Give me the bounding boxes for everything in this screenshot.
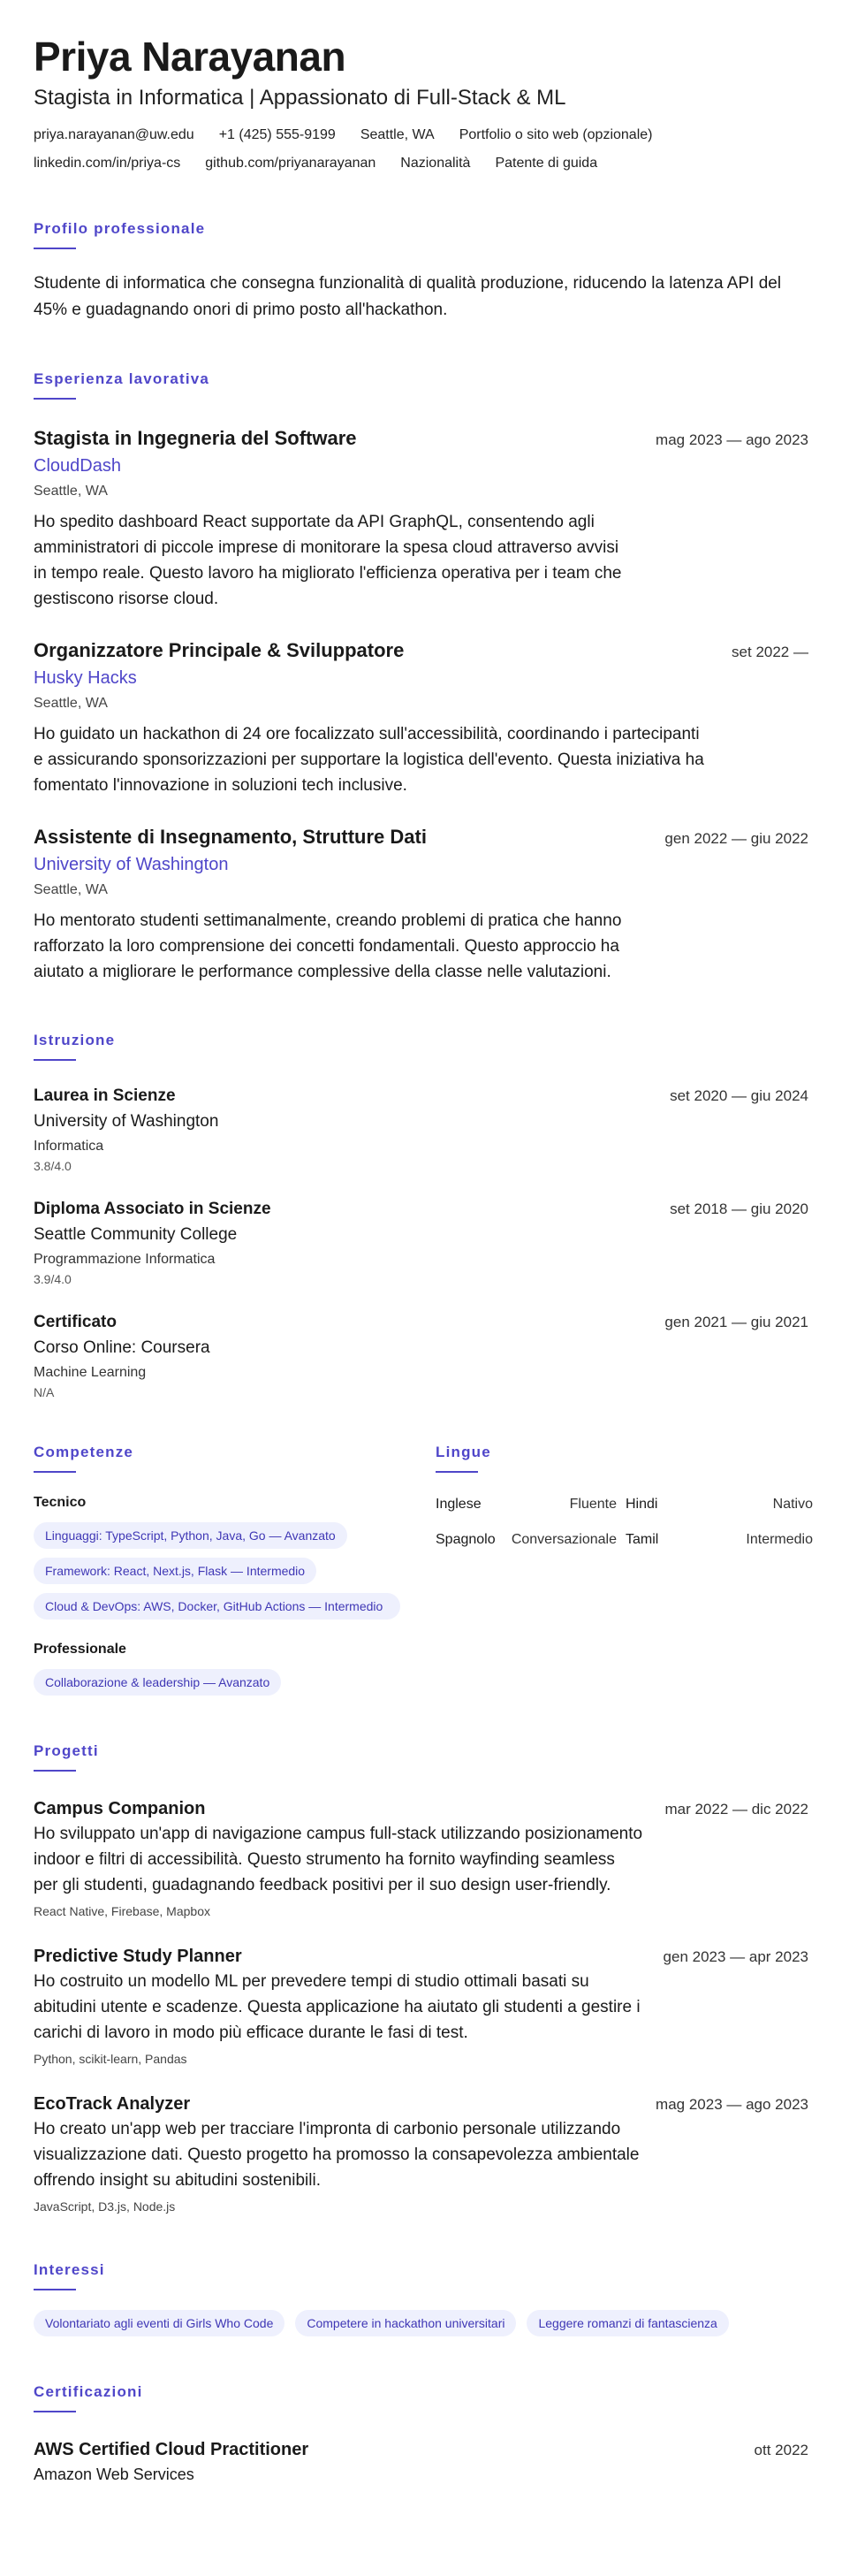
language-level: Nativo (772, 1497, 813, 1512)
experience-item (34, 638, 808, 798)
contact-email[interactable]: priya.narayanan@uw.edu (34, 127, 194, 142)
contact-portfolio[interactable]: Portfolio o sito web (opzionale) (459, 127, 653, 142)
language-level: Conversazionale (511, 1532, 617, 1547)
skill-pill: Framework: React, Next.js, Flask — Intermedio (34, 1558, 316, 1584)
job-date: mag 2023 — ago 2023 (656, 431, 808, 448)
language-item (626, 1531, 813, 1549)
project-tech: React Native, Firebase, Mapbox (34, 1904, 210, 1918)
section-divider (436, 1471, 478, 1473)
edu-date: gen 2021 — giu 2021 (664, 1314, 808, 1330)
experience-section (34, 370, 808, 985)
technical-skills-list (34, 1522, 413, 1620)
job-description: Ho guidato un hackathon di 24 ore focalizzato sull'accessibilità, coordinando i partecipanti e assicurando sponsorizzazioni per supportare la logistica dell'evento. Questa iniziativa ha fomentato l'innovazione in soluzioni tech inclusive. (34, 725, 704, 795)
interests-list (34, 2310, 808, 2336)
job-company: University of Washington (34, 855, 229, 874)
edu-degree: Laurea in Scienze (34, 1086, 176, 1105)
edu-field: Programmazione Informatica (34, 1252, 216, 1267)
job-title: Organizzatore Principale & Sviluppatore (34, 639, 405, 661)
professional-skills-list (34, 1669, 413, 1696)
edu-date: set 2018 — giu 2020 (670, 1200, 808, 1217)
job-description: Ho mentorato studenti settimanalmente, creando problemi di pratica che hanno rafforzato la loro comprensione dei concetti fondamentali. Questo approccio ha aiutato a migliorare le performance complessive della classe nelle valutazioni. (34, 911, 622, 981)
contact-info (34, 126, 785, 173)
section-title: Certificazioni (34, 2383, 143, 2400)
education-item (34, 1312, 808, 1400)
interest-pill: Competere in hackathon universitari (295, 2310, 516, 2336)
job-date: gen 2022 — giu 2022 (664, 830, 808, 847)
job-location: Seattle, WA (34, 696, 108, 711)
education-section (34, 1031, 808, 1400)
edu-field: Informatica (34, 1139, 104, 1154)
job-title: Assistente di Insegnamento, Strutture Dati (34, 826, 427, 848)
project-tech: JavaScript, D3.js, Node.js (34, 2199, 176, 2214)
section-title: Competenze (34, 1444, 134, 1460)
contact-phone[interactable]: +1 (425) 555-9199 (218, 127, 336, 142)
certification-date: ott 2022 (754, 2442, 808, 2458)
edu-school: Seattle Community College (34, 1225, 238, 1244)
summary-section (34, 219, 808, 324)
project-item (34, 2093, 808, 2214)
project-description: Ho creato un'app web per tracciare l'impronta di carbonio personale utilizzando visualizzazione dati. Questo progetto ha promosso la consapevolezza ambientale offrendo insight su abitudini sostenibili. (34, 2120, 640, 2190)
job-date: set 2022 — (732, 644, 808, 660)
project-date: mag 2023 — ago 2023 (656, 2096, 808, 2113)
section-divider (34, 248, 76, 249)
certification-name: AWS Certified Cloud Practitioner (34, 2440, 309, 2459)
section-divider (34, 1471, 76, 1473)
contact-nationality: Nazionalità (400, 156, 471, 171)
candidate-headline: Stagista in Informatica | Appassionato di Full-Stack & ML (34, 86, 566, 110)
section-title: Profilo professionale (34, 220, 206, 237)
projects-section (34, 1741, 808, 2214)
project-date: gen 2023 — apr 2023 (663, 1948, 808, 1965)
experience-item (34, 825, 808, 985)
edu-school: Corso Online: Coursera (34, 1338, 210, 1357)
certification-issuer: Amazon Web Services (34, 2465, 194, 2483)
project-name: EcoTrack Analyzer (34, 2094, 191, 2114)
section-title: Interessi (34, 2261, 105, 2278)
project-date: mar 2022 — dic 2022 (664, 1801, 808, 1818)
skills-languages-row (34, 1443, 813, 1696)
job-location: Seattle, WA (34, 882, 108, 897)
languages-section (436, 1443, 813, 1696)
edu-gpa: 3.8/4.0 (34, 1159, 72, 1173)
candidate-name: Priya Narayanan (34, 34, 346, 80)
section-divider (34, 1059, 76, 1061)
edu-gpa: N/A (34, 1385, 55, 1399)
contact-linkedin[interactable]: linkedin.com/in/priya-cs (34, 156, 181, 171)
education-item (34, 1199, 808, 1287)
resume-header (34, 34, 808, 173)
certifications-section (34, 2382, 808, 2485)
project-description: Ho costruito un modello ML per prevedere tempi di studio ottimali basati su abitudini utente e scadenze. Questa applicazione ha aiutato gli studenti a gestire i carichi di lavoro in modo più efficace durante le fasi di test. (34, 1972, 641, 2042)
language-item (436, 1496, 617, 1513)
section-title: Esperienza lavorativa (34, 370, 210, 387)
job-location: Seattle, WA (34, 484, 108, 499)
project-name: Predictive Study Planner (34, 1947, 242, 1966)
section-title: Lingue (436, 1444, 491, 1460)
section-divider (34, 2289, 76, 2290)
contact-github[interactable]: github.com/priyanarayanan (205, 156, 376, 171)
project-name: Campus Companion (34, 1799, 206, 1818)
job-title: Stagista in Ingegneria del Software (34, 427, 357, 449)
section-divider (34, 398, 76, 400)
language-item (626, 1496, 813, 1513)
edu-degree: Certificato (34, 1313, 117, 1331)
language-name: Tamil (626, 1532, 659, 1547)
contact-location: Seattle, WA (360, 127, 435, 142)
section-divider (34, 1770, 76, 1772)
edu-degree: Diploma Associato in Scienze (34, 1200, 271, 1218)
section-divider (34, 2411, 76, 2412)
skill-pill: Linguaggi: TypeScript, Python, Java, Go — Avanzato (34, 1522, 347, 1549)
experience-item (34, 426, 808, 612)
summary-text: Studente di informatica che consegna funzionalità di qualità produzione, riducendo la latenza API del 45% e guadagnando onori di primo posto all'hackathon. (34, 274, 782, 319)
section-title: Istruzione (34, 1032, 116, 1048)
job-company: CloudDash (34, 456, 121, 476)
project-description: Ho sviluppato un'app di navigazione campus full-stack utilizzando posizionamento indoor e filtri di accessibilità. Questo strumento ha fornito wayfinding seamless per gli studenti, guadagnando feedback positivi per il suo design user-friendly. (34, 1825, 643, 1894)
language-name: Spagnolo (436, 1532, 496, 1547)
edu-date: set 2020 — giu 2024 (670, 1087, 808, 1104)
skills-professional-label: Professionale (34, 1642, 126, 1657)
edu-gpa: 3.9/4.0 (34, 1272, 72, 1286)
project-tech: Python, scikit-learn, Pandas (34, 2052, 187, 2066)
job-company: Husky Hacks (34, 668, 137, 688)
project-item (34, 1946, 808, 2067)
language-level: Fluente (569, 1497, 617, 1512)
language-level: Intermedio (746, 1532, 813, 1547)
certification-item (34, 2439, 808, 2485)
skill-pill: Collaborazione & leadership — Avanzato (34, 1669, 281, 1696)
languages-list (436, 1496, 813, 1549)
language-name: Inglese (436, 1497, 482, 1512)
skills-section (34, 1443, 436, 1696)
contact-driving-license: Patente di guida (495, 156, 598, 171)
skill-pill: Cloud & DevOps: AWS, Docker, GitHub Actions — Intermedio (34, 1593, 400, 1620)
section-title: Progetti (34, 1742, 99, 1759)
language-item (436, 1531, 617, 1549)
edu-school: University of Washington (34, 1112, 219, 1131)
project-item (34, 1798, 808, 1919)
language-name: Hindi (626, 1497, 658, 1512)
interests-section (34, 2260, 808, 2336)
skills-technical-label: Tecnico (34, 1495, 87, 1510)
interest-pill: Volontariato agli eventi di Girls Who Code (34, 2310, 284, 2336)
edu-field: Machine Learning (34, 1365, 147, 1380)
interest-pill: Leggere romanzi di fantascienza (527, 2310, 728, 2336)
education-item (34, 1086, 808, 1174)
job-description: Ho spedito dashboard React supportate da API GraphQL, consentendo agli amministratori di piccole imprese di monitorare la spesa cloud attraverso avvisi in tempo reale. Questo lavoro ha migliorato l'efficienza operativa per i team che gestiscono risorse cloud. (34, 513, 622, 608)
